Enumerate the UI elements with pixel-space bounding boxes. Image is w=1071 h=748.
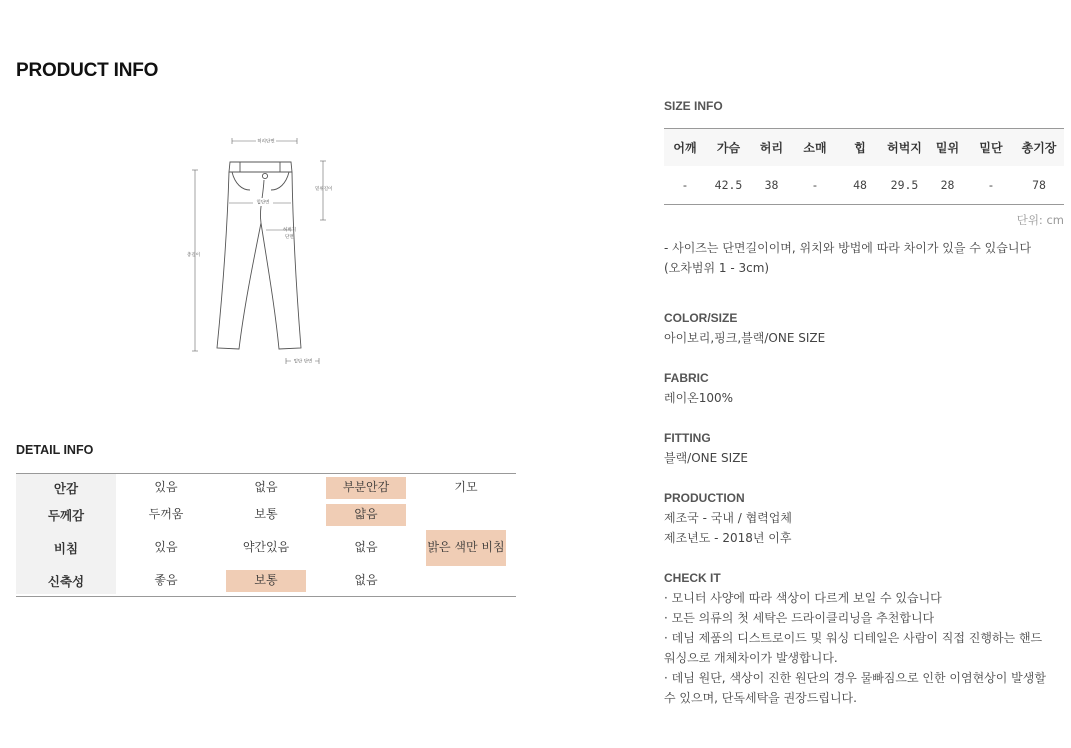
size-note-line-1: - 사이즈는 단면길이이며, 위치와 방법에 따라 차이가 있을 수 있습니다 [664,241,1032,255]
option-label: 두꺼움 [148,507,184,521]
size-table-row [664,166,1064,204]
size-value: - [987,178,995,192]
option-label: 없음 [354,573,378,587]
size-col-chest: 가슴 [716,141,741,155]
detail-option [116,528,216,567]
size-col-waist: 허리 [759,141,784,155]
pants-illustration [180,128,340,372]
fabric-title: FABRIC [664,371,709,385]
label-rise: 밑위길이 [315,187,333,192]
detail-option [416,474,516,501]
detail-option [316,567,416,594]
production-title: PRODUCTION [664,491,745,505]
option-label: 얇음 [326,504,406,526]
size-note-line-2: (오차범위 1 - 3cm) [664,261,770,275]
size-value: 28 [940,178,955,192]
label-thigh-2: 단면 [285,235,294,240]
option-label: 약간있음 [242,540,290,554]
size-value: - [681,178,689,192]
detail-option-selected [316,501,416,528]
check-it-line: · 모니터 사양에 따라 색상이 다르게 보일 수 있습니다 [664,591,942,605]
color-size-title: COLOR/SIZE [664,311,738,325]
option-label: 있음 [154,540,178,554]
fabric-text: 레이온100% [664,391,734,405]
detail-option [216,474,316,501]
size-col-shoulder: 어깨 [673,141,697,155]
option-label: 부분안감 [326,477,406,499]
detail-option [116,501,216,528]
check-it-title: CHECK IT [664,571,721,585]
size-col-sleeve: 소매 [803,141,827,155]
label-waist: 허리단면 [257,139,275,145]
size-col-rise: 밑위 [935,141,960,155]
check-it-line: · 데님 원단, 색상이 진한 원단의 경우 물빠짐으로 인한 이염현상이 발생할 [664,671,1046,685]
pants-size-diagram [180,128,340,372]
size-value: - [811,178,819,192]
color-size-text: 아이보리,핑크,블랙/ONE SIZE [664,331,826,345]
detail-head: 비침 [16,528,116,567]
detail-option-selected [416,528,516,567]
detail-row-stretch [16,567,516,594]
fitting-title: FITTING [664,431,711,445]
option-label: 좋음 [154,573,178,587]
size-col-hem: 밑단 [979,141,1003,155]
detail-head: 두께감 [16,501,116,528]
size-table-header [664,129,1064,166]
label-hem: 밑단 단면 [293,359,313,365]
option-label: 밝은 색만 비침 [426,530,506,566]
page-title: PRODUCT INFO [16,60,159,81]
size-value: 48 [853,178,867,192]
size-col-hip: 힙 [854,141,866,155]
detail-head: 안감 [16,474,116,501]
detail-row-thickness [16,501,516,528]
check-it-line: · 모든 의류의 첫 세탁은 드라이클리닝을 추천합니다 [664,611,935,625]
size-unit: 단위: cm [1016,213,1064,227]
size-value: 78 [1032,178,1046,192]
detail-info-title: DETAIL INFO [16,443,94,457]
check-it-line: 워싱으로 개체차이가 발생합니다. [664,651,838,665]
label-thigh-1: 허벅지 [283,228,297,233]
size-col-thigh: 허벅지 [887,141,922,155]
size-value: 42.5 [714,178,743,192]
option-label: 없음 [254,480,278,494]
detail-option [216,501,316,528]
size-info-title: SIZE INFO [664,99,723,113]
production-line-1: 제조국 - 국내 / 협력업체 [664,511,792,525]
detail-option-selected [216,567,316,594]
size-table [664,128,1064,205]
label-length: 총길이 [187,253,201,258]
detail-row-sheerness [16,528,516,567]
detail-head: 신축성 [16,567,116,594]
option-label: 없음 [354,540,378,554]
detail-option [116,567,216,594]
option-label: 보통 [254,507,278,521]
production-line-2: 제조년도 - 2018년 이후 [664,531,792,545]
detail-option [216,528,316,567]
detail-option [316,528,416,567]
label-hip: 힙단면 [256,200,270,206]
size-value: 29.5 [890,178,919,192]
option-label: 보통 [226,570,306,592]
detail-option-selected [316,474,416,501]
fitting-text: 블랙/ONE SIZE [664,451,749,465]
detail-option [116,474,216,501]
option-label: 기모 [454,480,478,494]
check-it-line: · 데님 제품의 디스트로이드 및 워싱 디테일은 사람이 직접 진행하는 핸드 [664,631,1043,645]
detail-row-lining [16,474,516,501]
size-value: 38 [764,178,779,192]
option-label: 있음 [154,480,178,494]
size-col-length: 총기장 [1021,141,1057,155]
check-it-line: 수 있으며, 단독세탁을 권장드립니다. [664,691,857,705]
detail-info-table [16,473,516,597]
